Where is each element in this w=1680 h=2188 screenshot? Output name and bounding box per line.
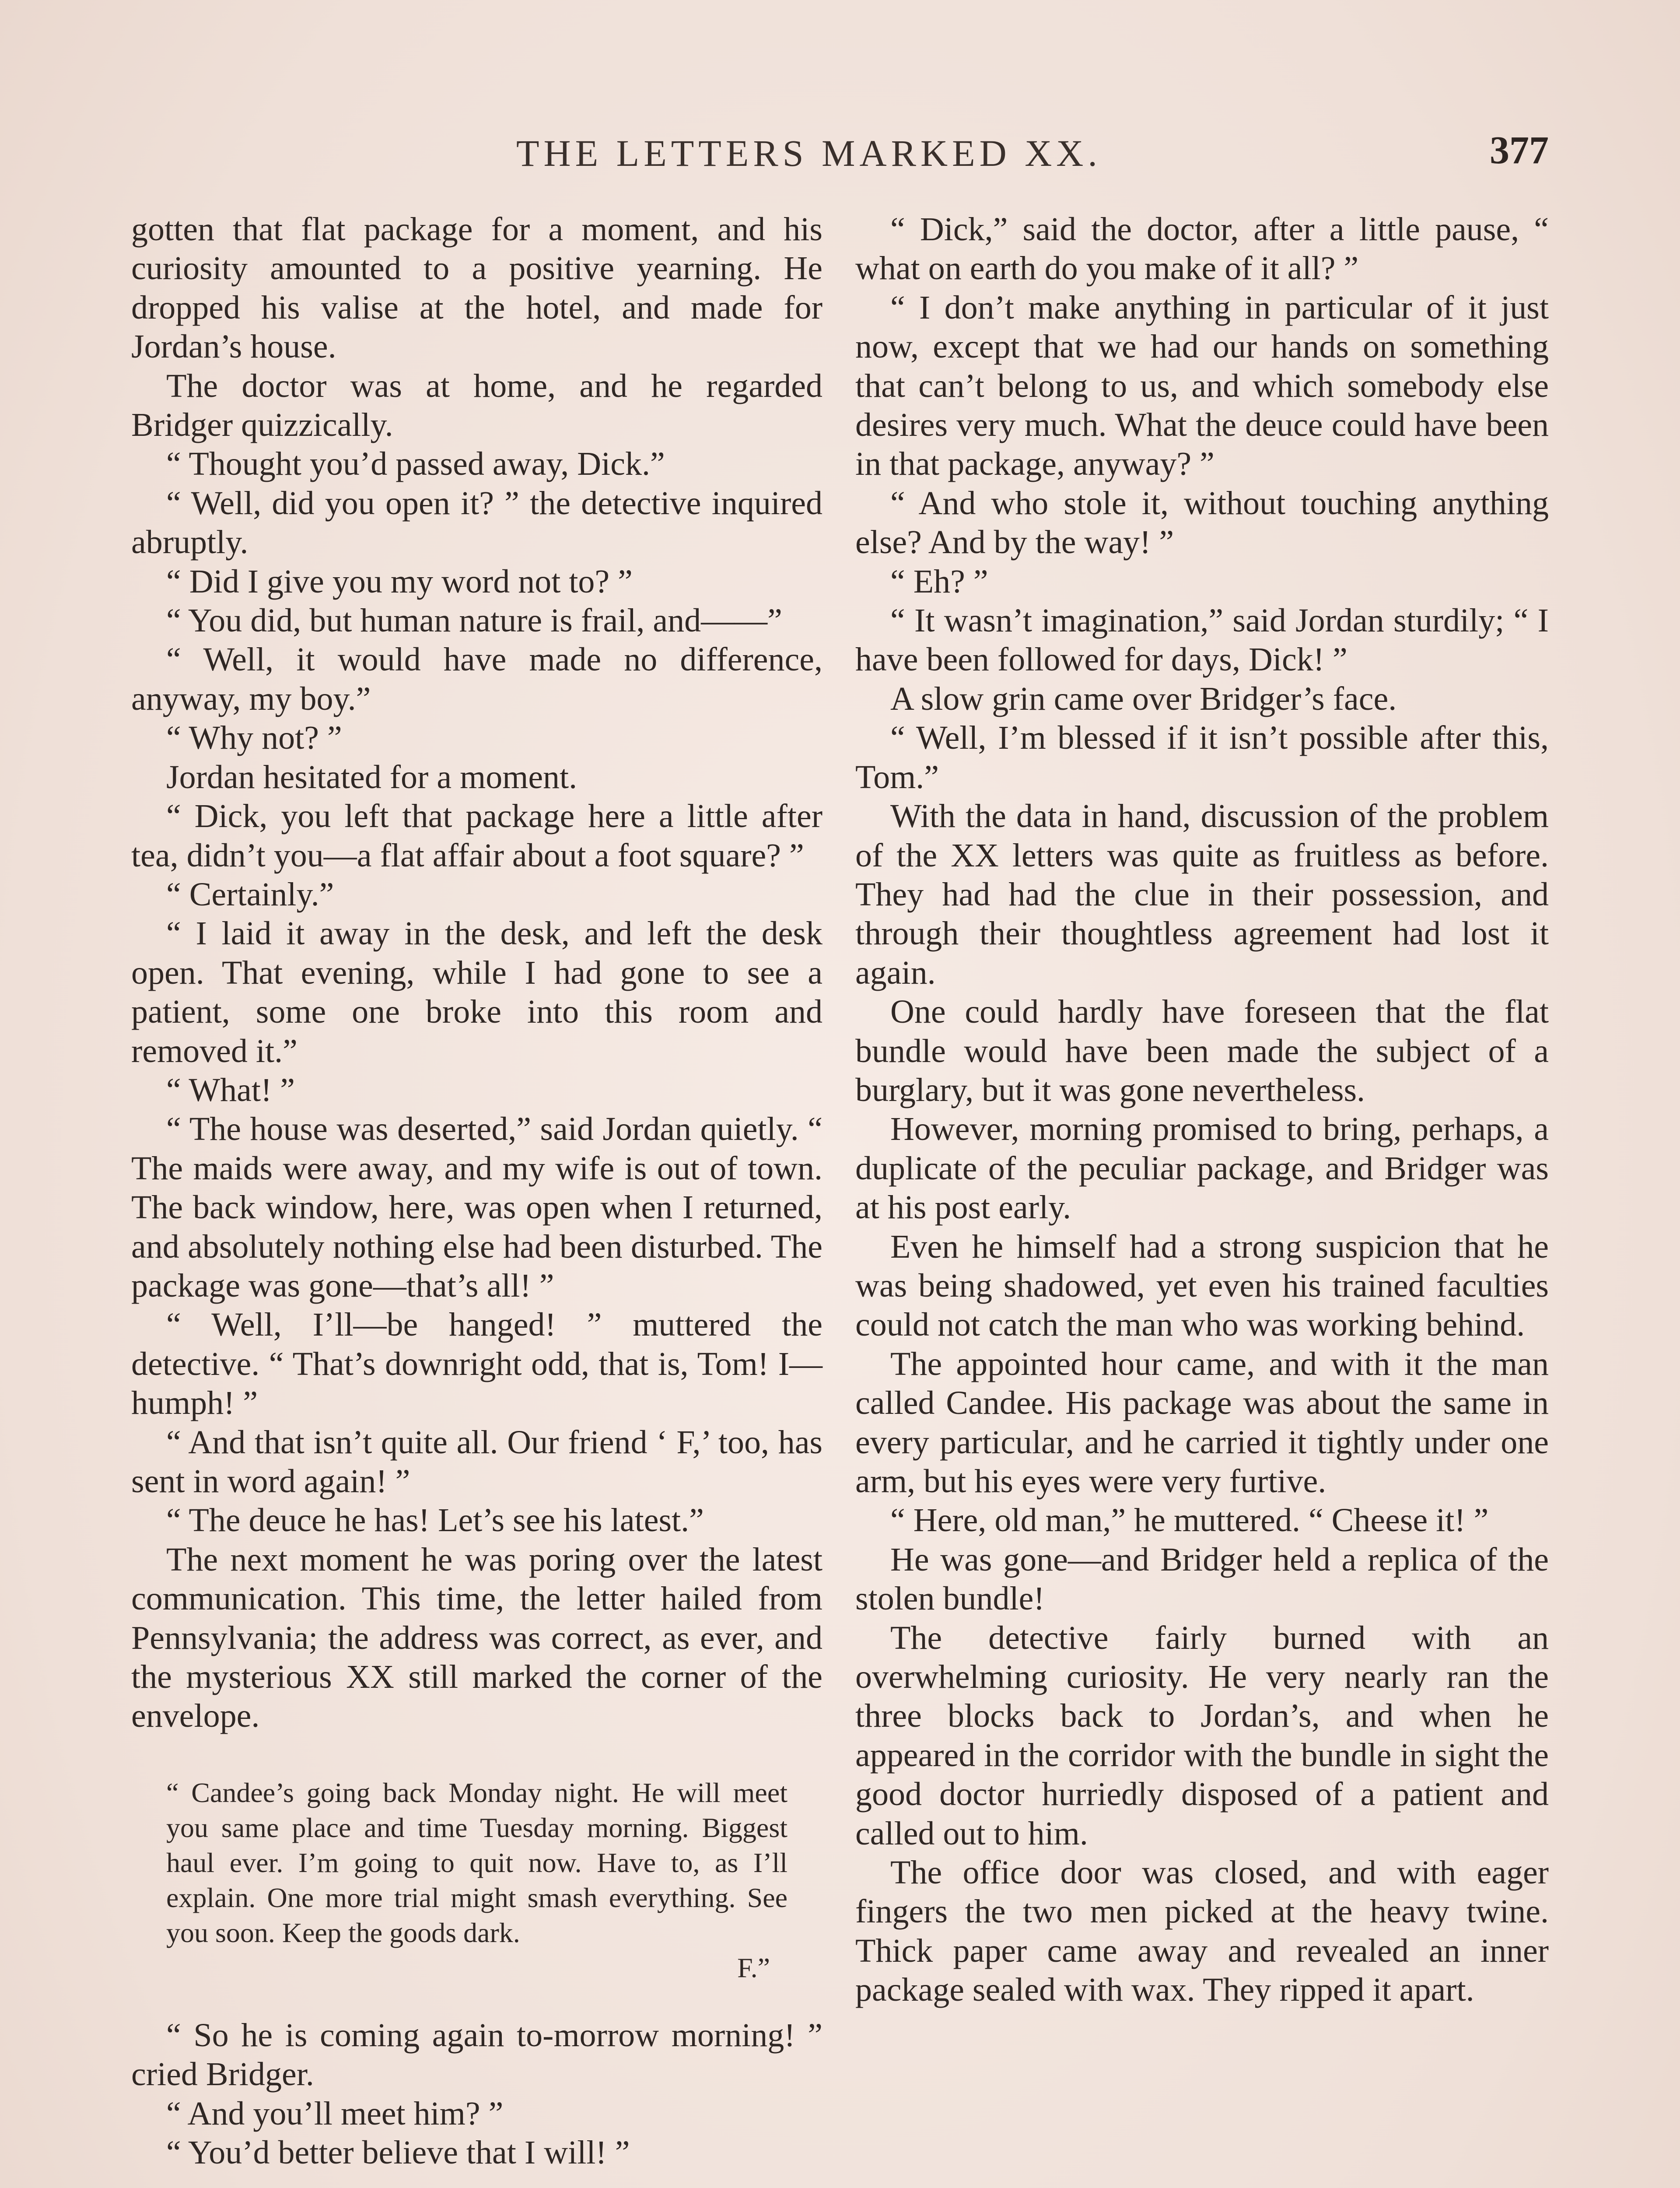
paragraph: The detective fairly burned with an overwhelming curiosity. He very nearly ran the three blocks back to Jordan’s, and when he appeared in the corridor with the bundle in sight the good doctor hurriedly disposed of a patient and called out to him. (855, 1619, 1549, 1852)
paragraph: The next moment he was poring over the latest communication. This time, the letter hailed from Pennsylvania; the address was correct, as ever, and the mysterious XX still marked the corner of the envelope. (131, 1541, 822, 1735)
paragraph: “ I don’t make anything in particular of it just now, except that we had our hands on something that can’t belong to us, and which somebody else desires very much. What the deuce could have been in that package, anyway? ” (855, 289, 1549, 483)
paragraph: “ And that isn’t quite all. Our friend ‘ F,’ too, has sent in word again! ” (131, 1424, 822, 1500)
paragraph: The office door was closed, and with eager fingers the two men picked at the heavy twine. Thick paper came away and revealed an inner package sealed with wax. They ripped it apart. (855, 1854, 1549, 2009)
paragraph: “ It wasn’t imagination,” said Jordan sturdily; “ I have been followed for days, Dick! ” (855, 602, 1549, 678)
paragraph: “ I laid it away in the desk, and left the desk open. That evening, while I had gone to see a patient, some one broke into this room and removed it.” (131, 915, 822, 1069)
paragraph: “ Certainly.” (166, 876, 334, 913)
paragraph: “ Well, I’ll—be hanged! ” muttered the detective. “ That’s downright odd, that is, Tom! I—humph! ” (131, 1306, 822, 1422)
paragraph: “ What! ” (166, 1071, 295, 1108)
letter-signature: F.” (737, 1952, 770, 1983)
paragraph: The doctor was at home, and he regarded Bridger quizzically. (131, 367, 822, 444)
paragraph: The appointed hour came, and with it the man called Candee. His package was about the same in every particular, and he carried it tightly under one arm, but his eyes were very furtive. (855, 1345, 1549, 1500)
paragraph: “ Well, did you open it? ” the detective inquired abruptly. (131, 484, 822, 561)
quoted-letter (166, 1775, 788, 1985)
left-column (131, 210, 822, 2172)
paragraph: He was gone—and Bridger held a replica of the stolen bundle! (855, 1541, 1549, 1617)
paragraph: “ Here, old man,” he muttered. “ Cheese it! ” (890, 1502, 1489, 1539)
letter-body: “ Candee’s going back Monday night. He will meet you same place and time Tuesday morning. Biggest haul ever. I’m going to quit now. Have to, as I’ll explain. One more trial might smash everything. See you soon. Keep the goods dark. (166, 1777, 788, 1948)
paragraph: One could hardly have foreseen that the flat bundle would have been made the subject of a burglary, but it was gone nevertheless. (855, 993, 1549, 1108)
paragraph: “ Well, I’m blessed if it isn’t possible after this, Tom.” (855, 719, 1549, 796)
right-column (855, 210, 1549, 2010)
paragraph: “ Eh? ” (890, 563, 988, 600)
paragraph: “ You did, but human nature is frail, and——” (166, 602, 782, 639)
paragraph: Even he himself had a strong suspicion that he was being shadowed, yet even his trained faculties could not catch the man who was working behind. (855, 1228, 1549, 1343)
paragraph: “ Thought you’d passed away, Dick.” (166, 445, 665, 483)
paragraph: “ Well, it would have made no difference, anyway, my boy.” (131, 641, 822, 717)
paragraph: “ And you’ll meet him? ” (166, 2095, 504, 2132)
paragraph: With the data in hand, discussion of the problem of the XX letters was quite as fruitless as before. They had had the clue in their possession, and through their thoughtless agreement had lost it again. (855, 798, 1549, 991)
running-title: THE LETTERS MARKED XX. (516, 132, 1102, 174)
paragraph: “ So he is coming again to-morrow morning! ” cried Bridger. (131, 2016, 822, 2093)
paragraph: gotten that flat package for a moment, and his curiosity amounted to a positive yearning. He dropped his valise at the hotel, and made for Jordan’s house. (131, 211, 822, 365)
page-number: 377 (1490, 129, 1549, 172)
paragraph: Jordan hesitated for a moment. (166, 758, 578, 796)
paragraph: “ Why not? ” (166, 719, 342, 757)
paragraph: “ The deuce he has! Let’s see his latest.” (166, 1502, 704, 1539)
paragraph: “ Dick,” said the doctor, after a little pause, “ what on earth do you make of it all? ” (855, 211, 1549, 287)
paragraph: A slow grin came over Bridger’s face. (890, 680, 1397, 717)
paragraph: “ And who stole it, without touching anything else? And by the way! ” (855, 484, 1549, 561)
page-header (516, 131, 1549, 184)
paragraph: “ The house was deserted,” said Jordan quietly. “ The maids were away, and my wife is out of town. The back window, here, was open when I returned, and absolutely nothing else had been disturbed. The package was gone—that’s all! ” (131, 1111, 822, 1304)
paragraph: “ You’d better believe that I will! ” (166, 2134, 630, 2171)
paragraph: However, morning promised to bring, perhaps, a duplicate of the peculiar package, and Bridger was at his post early. (855, 1111, 1549, 1226)
paragraph: “ Did I give you my word not to? ” (166, 563, 633, 600)
paragraph: “ Dick, you left that package here a little after tea, didn’t you—a flat affair about a foot square? ” (131, 798, 822, 874)
